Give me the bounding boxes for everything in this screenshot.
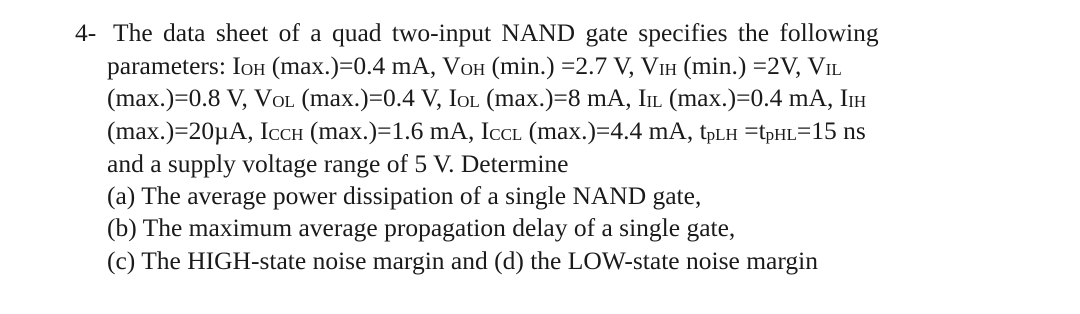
subscript: IL — [825, 60, 842, 79]
text-segment: and a supply voltage range of 5 V. Determine — [107, 149, 569, 178]
problem-line — [107, 51, 842, 84]
text-segment: =15 ns — [796, 116, 866, 145]
subscript: OL — [457, 92, 480, 111]
subscript: OL — [272, 92, 295, 111]
text-segment: (a) The average power dissipation of a single NAND gate, — [107, 181, 702, 210]
text-segment: (c) The HIGH-state noise margin and (d) the LOW-state noise margin — [107, 246, 818, 275]
subscript: OH — [460, 60, 486, 79]
question-part-c-d — [107, 246, 818, 276]
subscript: CCL — [489, 125, 523, 144]
problem-number: 4- — [75, 18, 97, 47]
text-segment: (min.) =2V, V — [676, 51, 826, 80]
text-segment: (b) The maximum average propagation delay of a single gate, — [107, 213, 736, 242]
problem-line — [107, 149, 568, 179]
problem-line — [107, 116, 866, 149]
text-segment: (max.)=20µA, I — [107, 116, 269, 145]
text-segment: =t — [737, 116, 766, 145]
subscript: pLH — [706, 125, 738, 144]
text-segment: The data sheet of a quad two-input NAND gate specifies the following — [113, 18, 879, 47]
text-segment: (max.)=0.4 mA, I — [662, 83, 849, 112]
text-segment: (max.)=0.8 V, V — [107, 83, 273, 112]
subscript: OH — [240, 60, 266, 79]
question-part-a — [107, 181, 701, 211]
text-segment: (max.)=1.6 mA, I — [303, 116, 490, 145]
text-segment: (min.) =2.7 V, V — [485, 51, 659, 80]
text-segment: (max.)=0.4 mA, V — [265, 51, 461, 80]
subscript: CCH — [268, 125, 304, 144]
subscript: IL — [646, 92, 663, 111]
text-segment: (max.)=0.4 V, I — [294, 83, 458, 112]
problem-line — [113, 18, 879, 48]
question-part-b — [107, 213, 735, 243]
text-segment: (max.)=4.4 mA, t — [522, 116, 707, 145]
text-segment: (max.)=8 mA, I — [479, 83, 647, 112]
subscript: pHL — [765, 125, 797, 144]
subscript: IH — [658, 60, 677, 79]
subscript: IH — [848, 92, 867, 111]
problem-line — [107, 83, 866, 116]
text-segment: parameters: I — [107, 51, 241, 80]
